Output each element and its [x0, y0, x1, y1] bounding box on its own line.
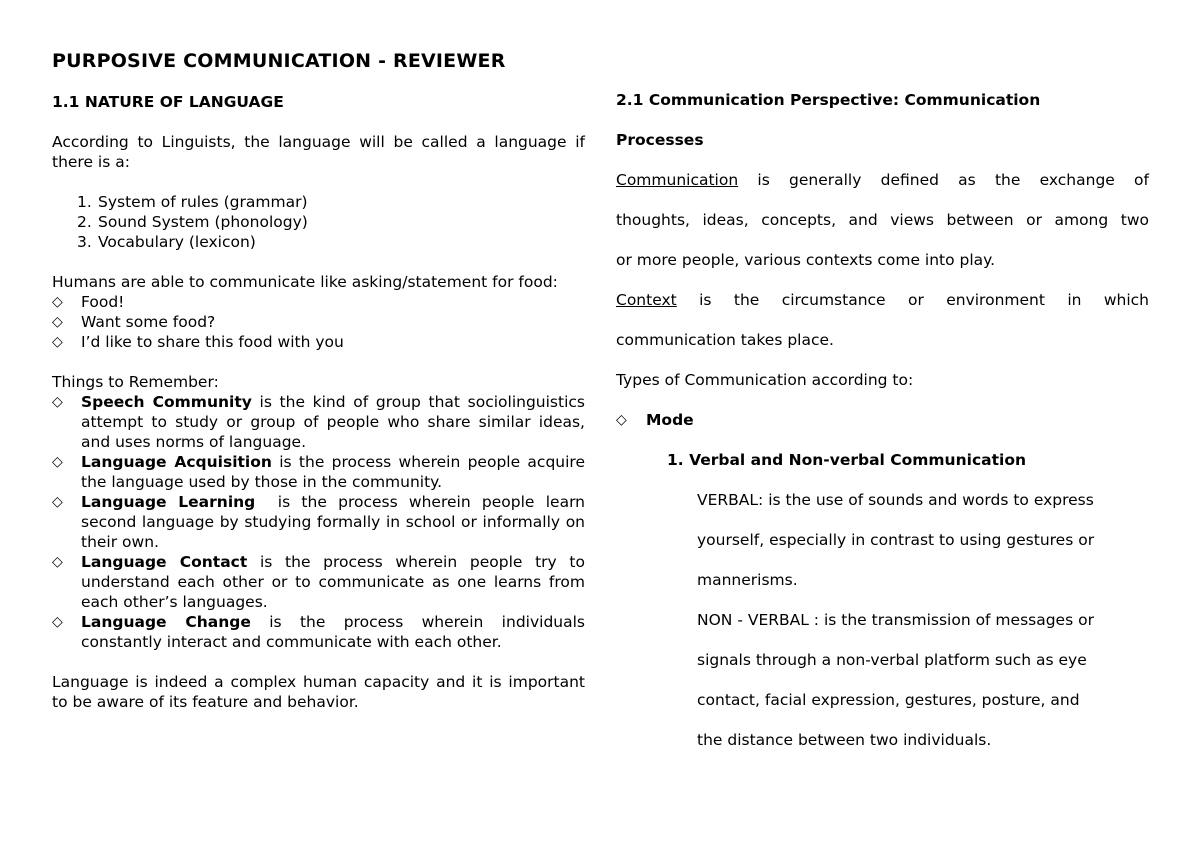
diamond-outline-icon: ◇ [616, 412, 627, 428]
term-definition: is the process wherein people acquire the language used by those in the community. [81, 453, 585, 491]
section-heading-communication-perspective: 2.1 Communication Perspective: Communication [616, 91, 1041, 109]
list-item: ◇ Want some food? [52, 313, 216, 331]
term: Language Acquisition [81, 453, 272, 471]
communication-definition-line: thoughts, ideas, concepts, and views between or among two [616, 211, 1149, 229]
section-heading-nature-of-language: 1.1 NATURE OF LANGUAGE [52, 93, 284, 111]
term-definition: is the kind of group that sociolinguistics attempt to study or group of people who share similar ideas, and uses norms of language. [81, 393, 585, 451]
list-item: ◇ I’d like to share this food with you [52, 333, 344, 351]
list-item [52, 452, 585, 492]
communication-definition-line: Communication is generally defined as the exchange of [616, 171, 1149, 189]
remember-label: Things to Remember: [52, 373, 219, 391]
nonverbal-definition [616, 600, 1149, 760]
list-item: 2. Sound System (phonology) [77, 213, 308, 231]
section-heading-continued: Processes [616, 131, 704, 149]
term: Language Learning [81, 493, 256, 511]
list-item [52, 492, 590, 552]
diamond-outline-icon: ◇ [52, 294, 63, 310]
diamond-outline-icon: ◇ [52, 454, 63, 470]
context-definition-line: communication takes place. [616, 331, 834, 349]
left-column [52, 92, 590, 712]
right-column [616, 80, 1149, 760]
mode-label: Mode [646, 411, 694, 429]
text-line: VERBAL: is the use of sounds and words to express [697, 491, 1094, 509]
diamond-outline-icon: ◇ [52, 394, 63, 410]
subheading-verbal-nonverbal: 1. Verbal and Non-verbal Communication [667, 451, 1026, 469]
context-term: Context [616, 291, 677, 309]
humans-paragraph: Humans are able to communicate like asking/statement for food: [52, 273, 558, 291]
list-item [52, 392, 585, 452]
text-line: the distance between two individuals. [697, 731, 992, 749]
diamond-outline-icon: ◇ [52, 314, 63, 330]
text-line: signals through a non-verbal platform such as eye [697, 651, 1087, 669]
text-line: NON - VERBAL : is the transmission of messages or [697, 611, 1094, 629]
document-title: PURPOSIVE COMMUNICATION - REVIEWER [52, 50, 506, 72]
types-label: Types of Communication according to: [616, 371, 914, 389]
term-definition: is the process wherein people try to understand each other or to communicate as one learns from each other’s languages. [81, 553, 585, 611]
list-item: ◇ Food! [52, 293, 125, 311]
food-examples-list [52, 292, 585, 352]
closing-paragraph: Language is indeed a complex human capacity and it is important to be aware of its feature and behavior. [52, 673, 585, 711]
requirements-list [52, 192, 585, 252]
intro-paragraph: According to Linguists, the language will be called a language if there is a: [52, 133, 585, 171]
mode-item [616, 400, 1149, 440]
list-item [52, 612, 585, 652]
list-item [52, 552, 585, 612]
list-item: 3. Vocabulary (lexicon) [77, 233, 256, 251]
term-definition: is the process wherein individuals constantly interact and communicate with each other. [81, 613, 585, 651]
diamond-outline-icon: ◇ [52, 554, 63, 570]
term: Language Change [81, 613, 251, 631]
term-definition: is the process wherein people learn second language by studying formally in school or informally on their own. [81, 493, 590, 551]
term: Speech Community [81, 393, 252, 411]
diamond-outline-icon: ◇ [52, 494, 63, 510]
list-item: 1. System of rules (grammar) [77, 193, 308, 211]
verbal-definition [616, 480, 1149, 600]
terms-list [52, 392, 590, 652]
communication-term: Communication [616, 171, 739, 189]
context-definition-line: Context is the circumstance or environment in which [616, 291, 1149, 309]
communication-definition-line: or more people, various contexts come into play. [616, 251, 996, 269]
text-line: contact, facial expression, gestures, posture, and [697, 691, 1080, 709]
text-line: mannerisms. [697, 571, 798, 589]
term: Language Contact [81, 553, 248, 571]
text-line: yourself, especially in contrast to using gestures or [697, 531, 1095, 549]
diamond-outline-icon: ◇ [52, 614, 63, 630]
diamond-outline-icon: ◇ [52, 334, 63, 350]
